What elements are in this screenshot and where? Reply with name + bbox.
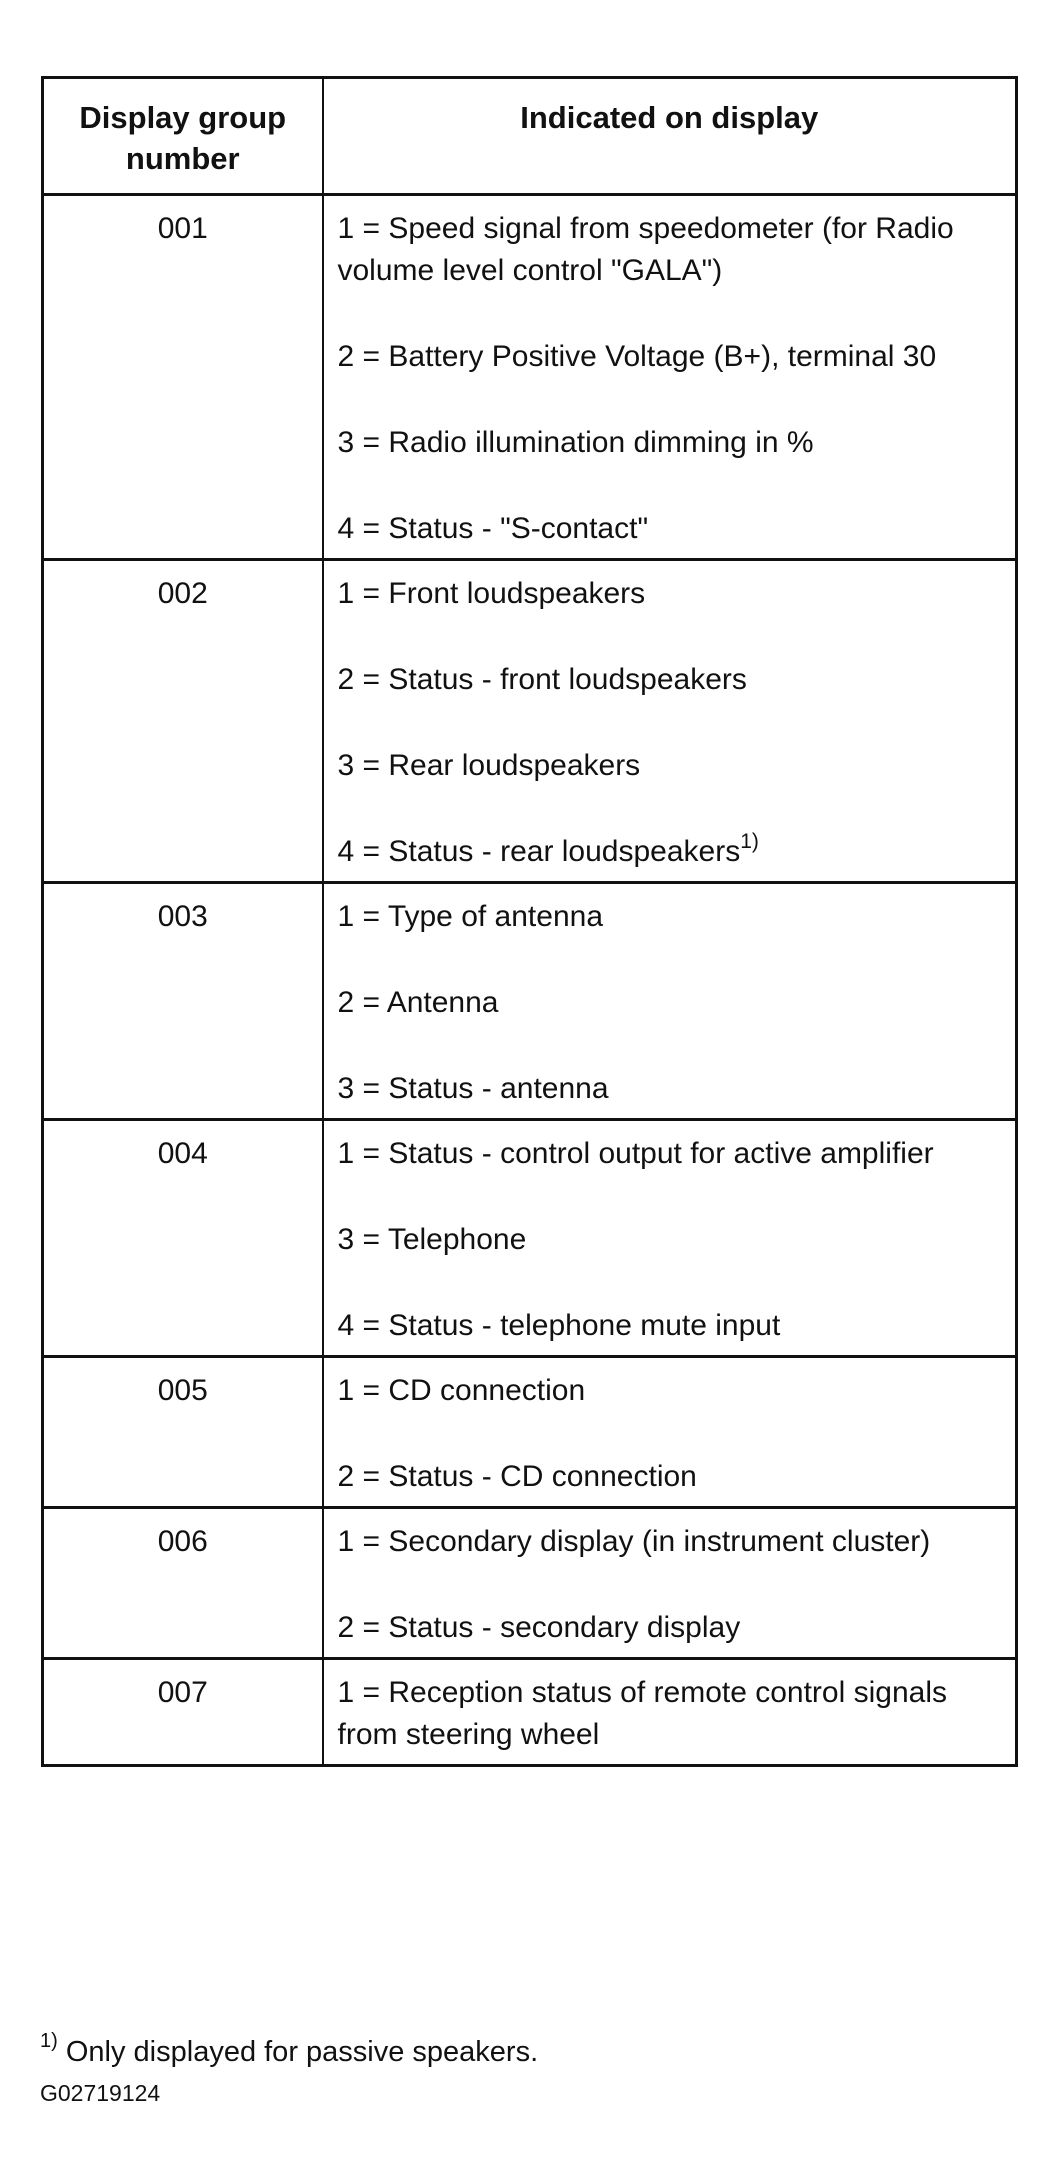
list-item	[338, 422, 1002, 464]
display-group-number-cell: 003	[43, 883, 323, 1120]
list-item	[338, 1370, 1002, 1412]
table-row	[43, 1659, 1017, 1766]
item-text: 1 = Reception status of remote control signals from steering wheel	[337, 1676, 947, 1751]
item-text: 2 = Status - front loudspeakers	[337, 663, 747, 696]
indicated-on-display-cell	[323, 883, 1017, 1120]
display-group-table	[41, 76, 1018, 1767]
indicated-on-display-cell	[323, 1508, 1017, 1659]
table-row	[43, 195, 1017, 560]
table-row	[43, 1357, 1017, 1508]
item-text: 1 = Secondary display (in instrument cluster)	[337, 1525, 931, 1558]
list-item	[338, 508, 1002, 550]
list-item	[338, 1607, 1002, 1649]
item-text: 3 = Status - antenna	[337, 1072, 609, 1105]
list-item	[338, 336, 1002, 378]
item-text: 4 = Status - telephone mute input	[337, 1309, 781, 1342]
table-body	[43, 195, 1017, 1766]
list-item	[338, 1672, 1002, 1756]
indicated-on-display-cell	[323, 1357, 1017, 1508]
table-row	[43, 1508, 1017, 1659]
display-group-number-cell: 006	[43, 1508, 323, 1659]
list-item	[338, 1133, 1002, 1175]
indicated-on-display-cell	[323, 560, 1017, 883]
display-group-table-container	[41, 76, 1015, 1767]
item-text: 3 = Rear loudspeakers	[337, 749, 641, 782]
footnote-reference: 1)	[740, 830, 759, 853]
item-text: 2 = Battery Positive Voltage (B+), terminal 30	[337, 340, 937, 373]
display-group-number-cell: 007	[43, 1659, 323, 1766]
indicated-on-display-cell	[323, 1659, 1017, 1766]
table-row	[43, 883, 1017, 1120]
item-text: 1 = Speed signal from speedometer (for Radio volume level control "GALA")	[337, 212, 954, 287]
header-display-group-number: Display group number	[43, 78, 323, 195]
item-text: 3 = Telephone	[337, 1223, 527, 1256]
indicated-on-display-cell	[323, 195, 1017, 560]
list-item	[338, 1305, 1002, 1347]
footnote	[40, 2030, 539, 2070]
list-item	[338, 208, 1002, 292]
item-text: 2 = Status - secondary display	[337, 1611, 741, 1644]
item-text: 4 = Status - "S-contact"	[337, 512, 649, 545]
item-text: 1 = Front loudspeakers	[337, 577, 646, 610]
figure-id: G02719124	[40, 2080, 161, 2106]
display-group-number-cell: 001	[43, 195, 323, 560]
table-header-row	[43, 78, 1017, 195]
display-group-number-cell: 002	[43, 560, 323, 883]
footnote-text: Only displayed for passive speakers.	[65, 2036, 539, 2068]
list-item	[338, 982, 1002, 1024]
item-text: 2 = Status - CD connection	[337, 1460, 697, 1493]
item-text: 2 = Antenna	[337, 986, 499, 1019]
list-item	[338, 745, 1002, 787]
list-item	[338, 573, 1002, 615]
list-item	[338, 1521, 1002, 1563]
list-item	[338, 896, 1002, 938]
header-indicated-on-display: Indicated on display	[323, 78, 1017, 195]
footnote-marker: 1)	[40, 2030, 58, 2053]
item-text: 3 = Radio illumination dimming in %	[337, 426, 814, 459]
item-text: 4 = Status - rear loudspeakers	[337, 835, 741, 868]
list-item	[338, 1068, 1002, 1110]
item-text: 1 = Type of antenna	[337, 900, 604, 933]
item-text: 1 = Status - control output for active amplifier	[337, 1137, 934, 1170]
display-group-number-cell: 004	[43, 1120, 323, 1357]
list-item	[338, 1456, 1002, 1498]
list-item	[338, 1219, 1002, 1261]
display-group-number-cell: 005	[43, 1357, 323, 1508]
list-item	[338, 659, 1002, 701]
indicated-on-display-cell	[323, 1120, 1017, 1357]
item-text: 1 = CD connection	[337, 1374, 586, 1407]
table-row	[43, 560, 1017, 883]
list-item	[338, 831, 1002, 873]
table-row	[43, 1120, 1017, 1357]
